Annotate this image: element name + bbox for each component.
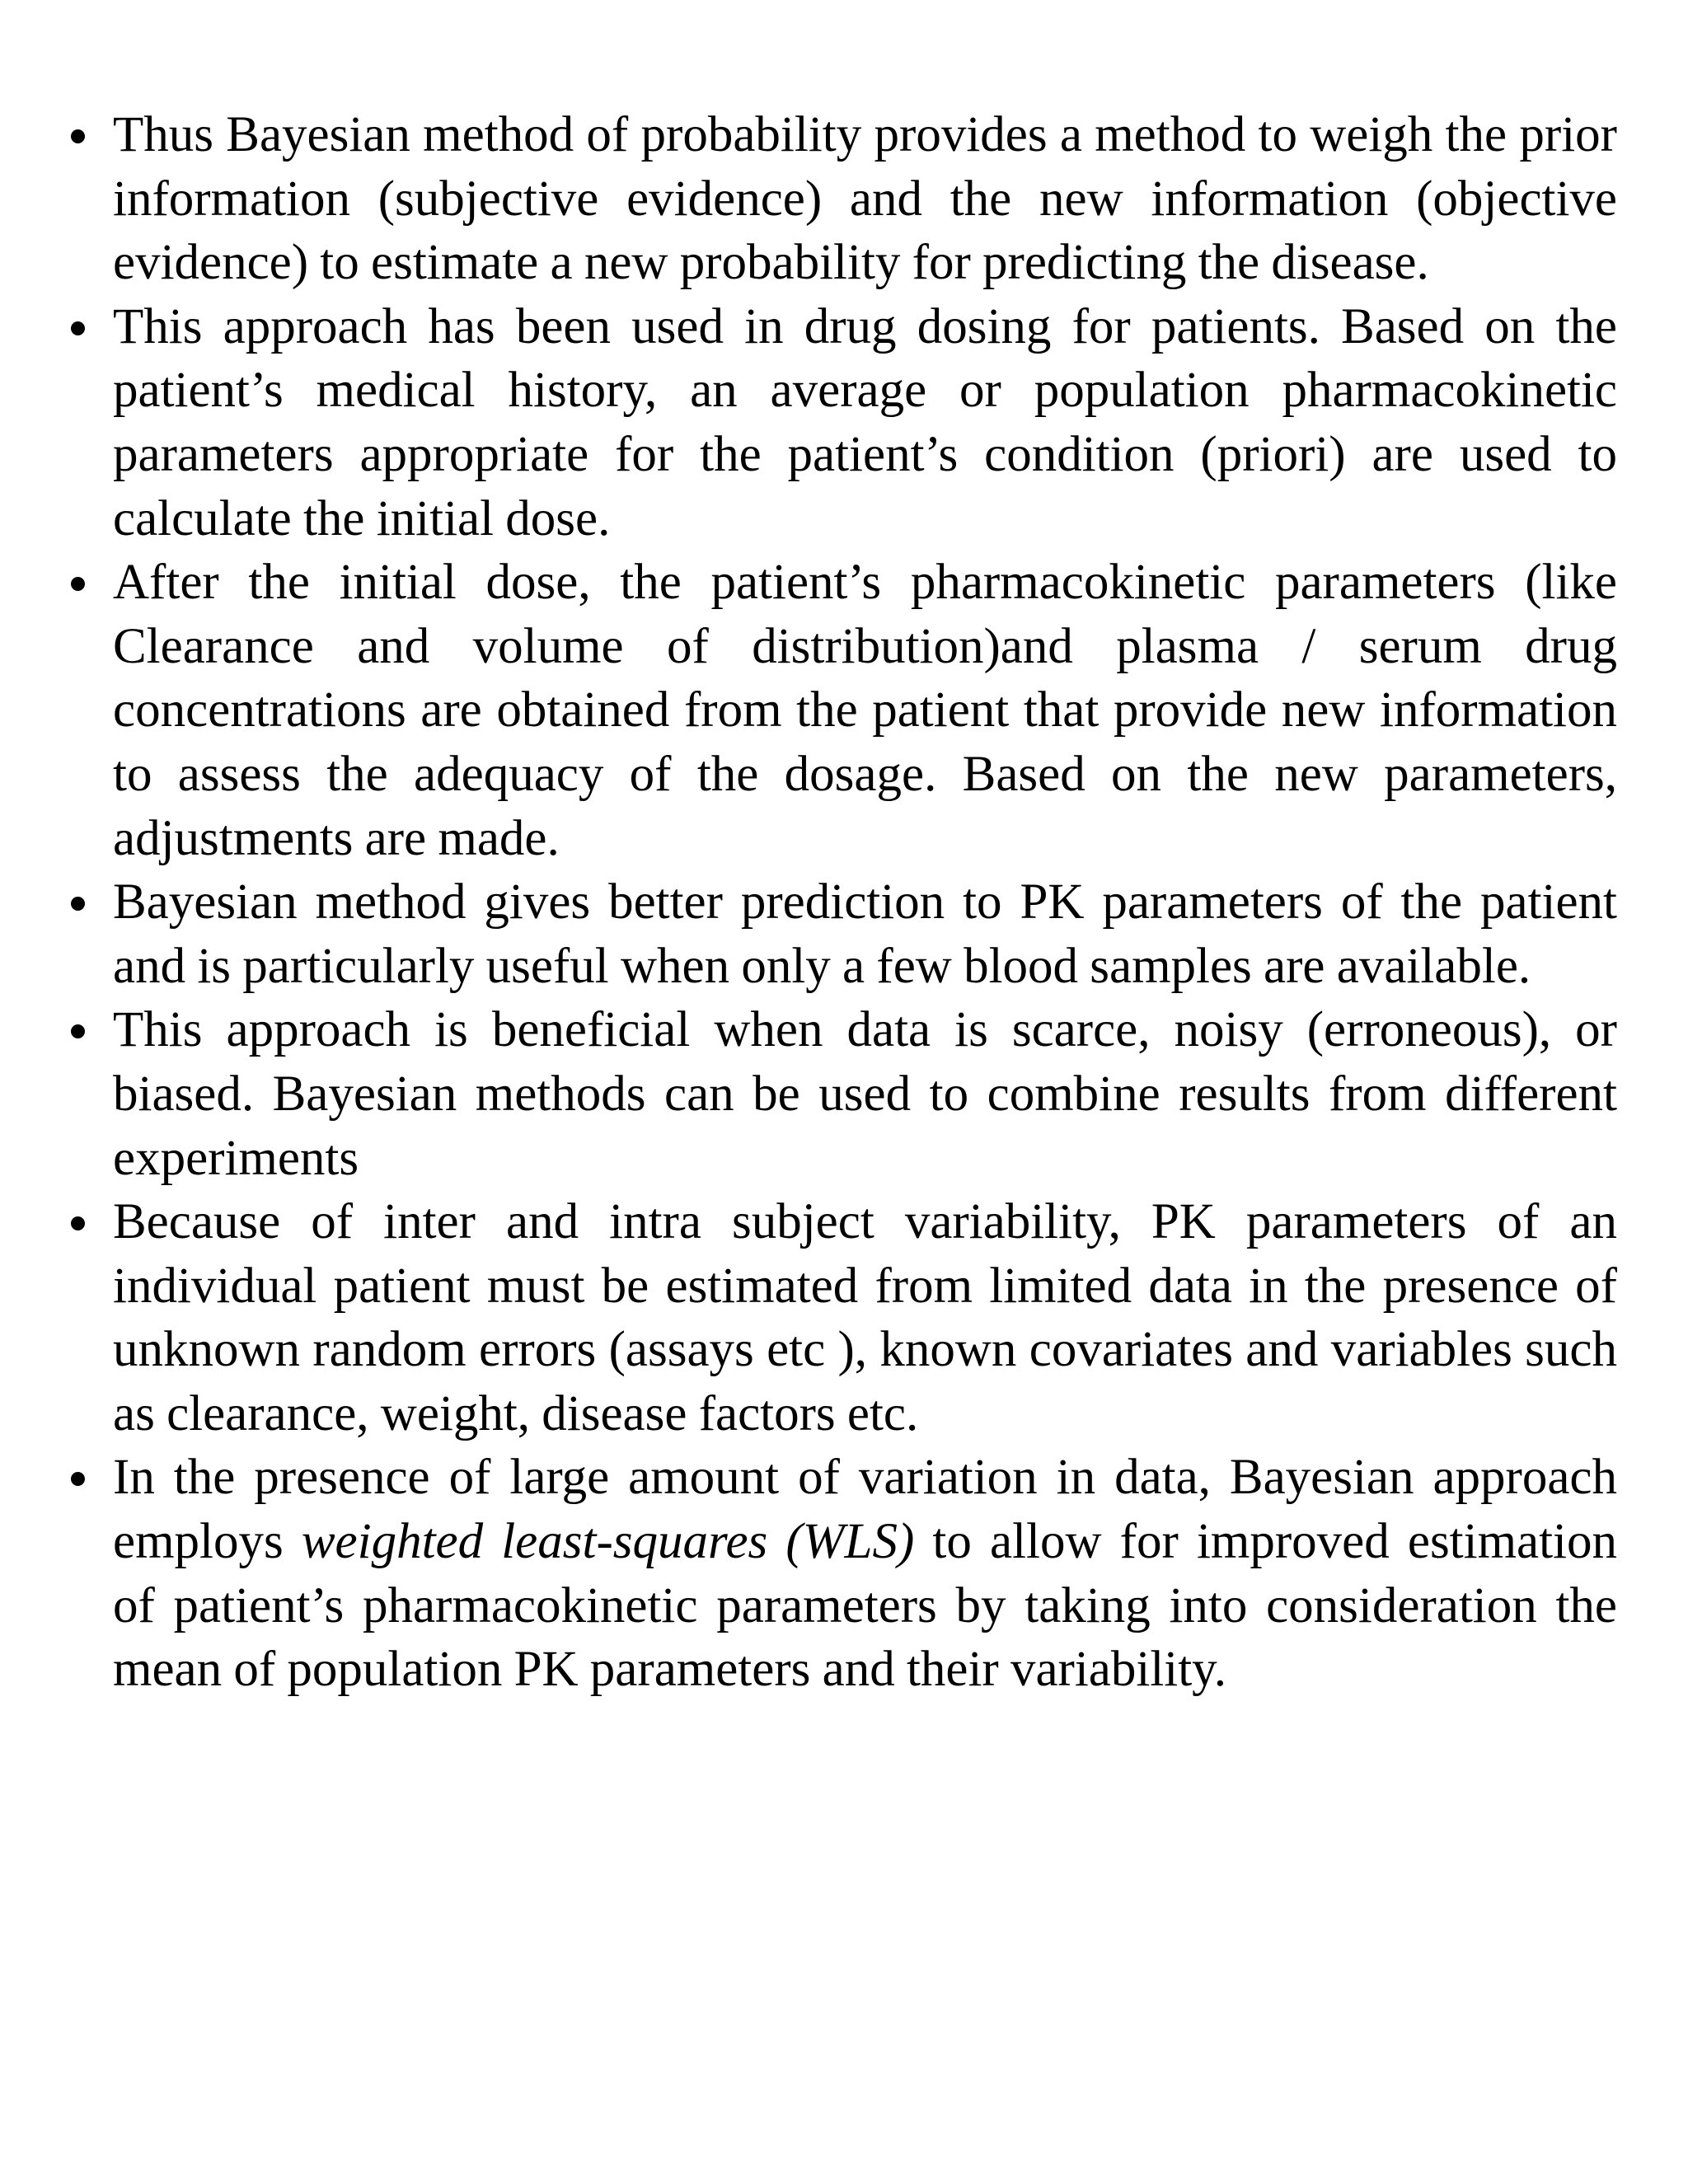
list-item	[68, 998, 1617, 1190]
bullet-text: Bayesian method gives better prediction to PK parameters of the patient and is particularly useful when only a few blood samples are available.	[113, 874, 1617, 994]
bullet-icon	[71, 1216, 85, 1230]
bullet-text: Thus Bayesian method of probability provides a method to weigh the prior information (subjective evidence) and the new information (objective evidence) to estimate a new probability for predicting the disease.	[113, 107, 1617, 291]
bullet-text-end: to allow for improved estimation of patient’s pharmacokinetic parameters by taking into consideration the mean of population PK parameters and their variability.	[113, 1514, 1617, 1698]
bullet-icon	[71, 577, 85, 591]
bullet-text: This approach is beneficial when data is scarce, noisy (erroneous), or biased. Bayesian methods can be used to combine results from different experiments	[113, 1002, 1617, 1186]
list-item	[68, 1190, 1617, 1446]
list-item	[68, 1446, 1617, 1701]
bullet-text: Because of inter and intra subject variability, PK parameters of an individual patient must be estimated from limited data in the presence of unknown random errors (assays etc ), known covariates and variables such as clearance, weight, disease factors etc.	[113, 1194, 1617, 1441]
list-item	[68, 551, 1617, 870]
bullet-icon	[71, 1024, 85, 1038]
italic-term: weighted least-squares (WLS)	[301, 1514, 915, 1570]
bullet-icon	[71, 321, 85, 335]
bullet-list	[68, 103, 1617, 1702]
bullet-text-start: In the presence of large amount of variation in data, Bayesian approach employs	[113, 1450, 1617, 1570]
bullet-text: This approach has been used in drug dosing for patients. Based on the patient’s medical history, an average or population pharmacokinetic parameters appropriate for the patient’s condition (priori) are used to calculate the initial dose.	[113, 298, 1617, 546]
bullet-icon	[71, 1472, 85, 1486]
list-item	[68, 870, 1617, 998]
bullet-icon	[71, 897, 85, 911]
bullet-text: After the initial dose, the patient’s pharmacokinetic parameters (like Clearance and volume of distribution)and plasma / serum drug concentrations are obtained from the patient that provide new information to assess the adequacy of the dosage. Based on the new parameters, adjustments are made.	[113, 555, 1617, 866]
list-item	[68, 295, 1617, 551]
bullet-icon	[71, 129, 85, 143]
bullet-text	[113, 1446, 1617, 1701]
list-item	[68, 103, 1617, 295]
